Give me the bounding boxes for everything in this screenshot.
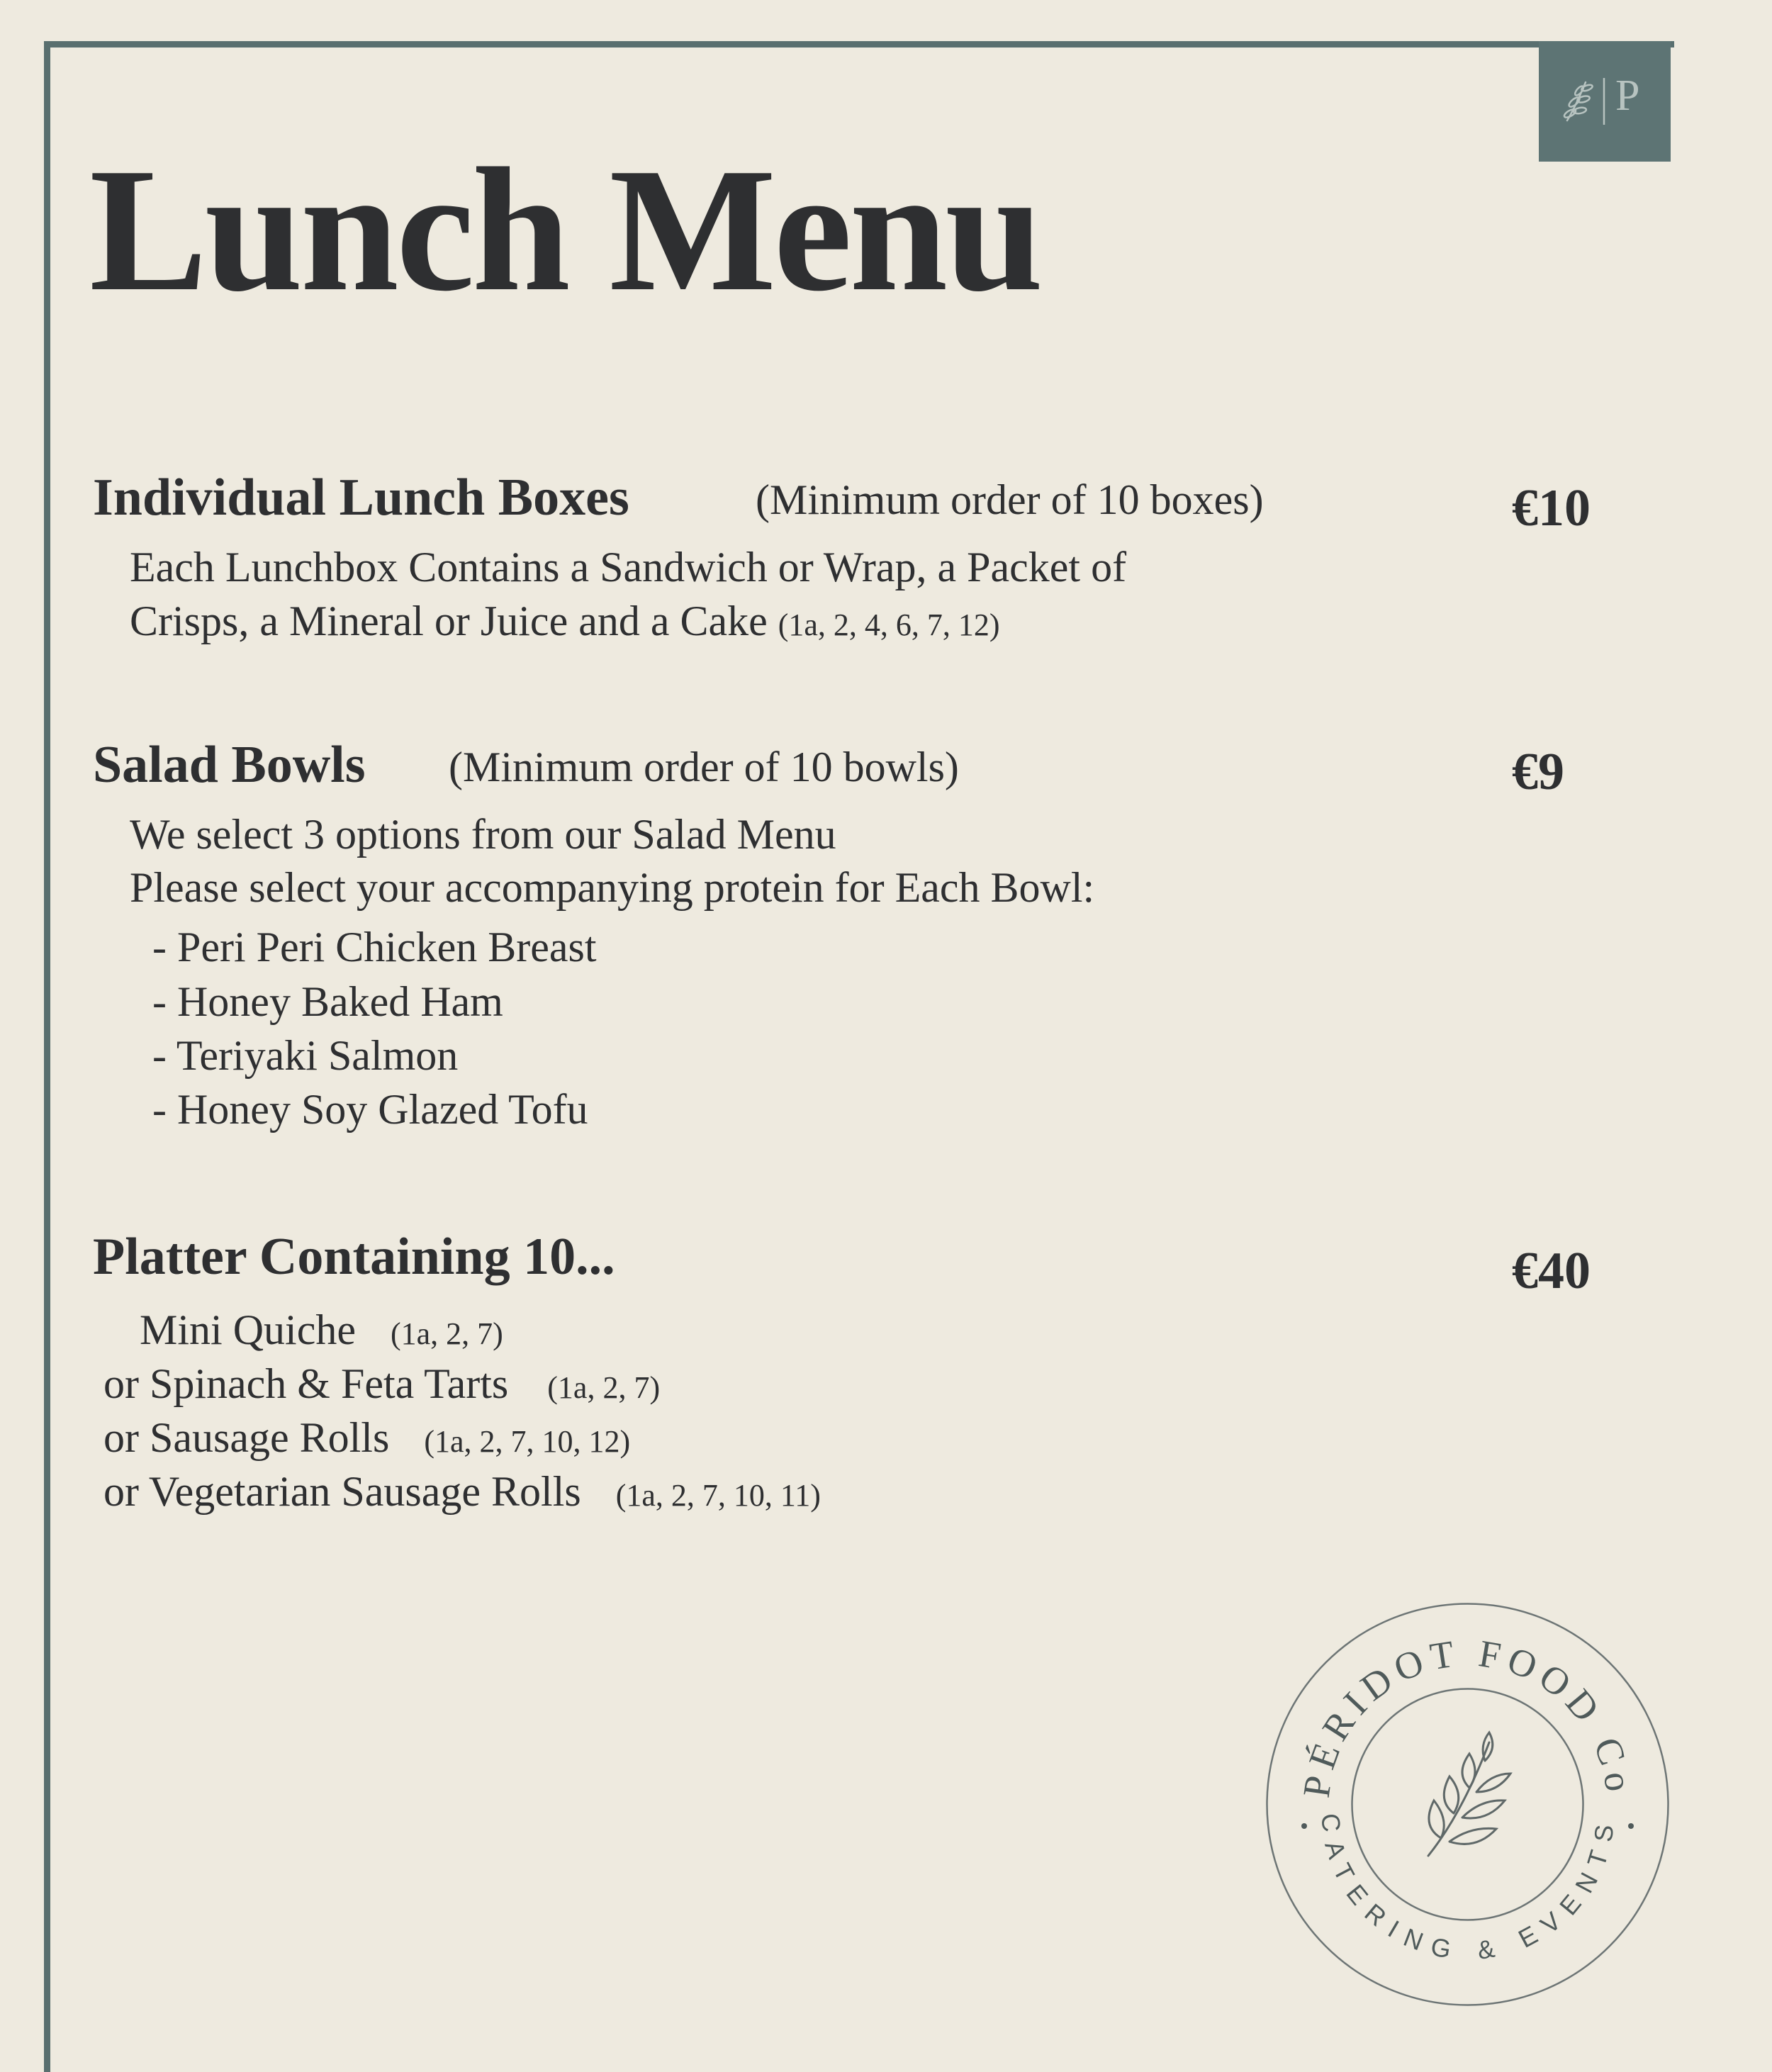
description-line: Crisps, a Mineral or Juice and a Cake (1a, 2, 4, 6, 7, 12) xyxy=(130,598,1000,644)
description-line: Each Lunchbox Contains a Sandwich or Wrap, a Packet of xyxy=(130,544,1127,590)
allergen-codes: (1a, 2, 7, 10, 11) xyxy=(615,1478,821,1513)
seal-dot xyxy=(1301,1823,1307,1829)
price: €10 xyxy=(1512,479,1591,537)
platter-item: Mini Quiche (1a, 2, 7) xyxy=(140,1306,503,1353)
platter-item: or Vegetarian Sausage Rolls (1a, 2, 7, 10, 11) xyxy=(103,1468,821,1515)
price: €40 xyxy=(1512,1242,1591,1300)
page-title: Lunch Menu xyxy=(89,132,1041,328)
description-line: Please select your accompanying protein for Each Bowl: xyxy=(130,864,1095,911)
allergen-codes: (1a, 2, 4, 6, 7, 12) xyxy=(778,607,1000,642)
protein-option: - Peri Peri Chicken Breast xyxy=(152,924,597,970)
seal-leaf-icon xyxy=(1428,1732,1510,1856)
logo-letter: P xyxy=(1615,72,1640,120)
platter-item: or Spinach & Feta Tarts (1a, 2, 7) xyxy=(103,1360,661,1407)
price: €9 xyxy=(1512,743,1564,801)
seal-inner-ring xyxy=(1352,1689,1583,1920)
seal-dot xyxy=(1628,1823,1634,1829)
protein-option: - Honey Baked Ham xyxy=(152,978,503,1025)
description-line: We select 3 options from our Salad Menu xyxy=(130,811,836,858)
section-heading: Platter Containing 10... xyxy=(93,1228,615,1286)
minimum-order: (Minimum order of 10 boxes) xyxy=(756,476,1264,523)
platter-item: or Sausage Rolls (1a, 2, 7, 10, 12) xyxy=(103,1414,631,1461)
protein-option: - Teriyaki Salmon xyxy=(152,1032,459,1079)
minimum-order: (Minimum order of 10 bowls) xyxy=(449,744,959,790)
protein-option: - Honey Soy Glazed Tofu xyxy=(152,1086,588,1133)
seal-top-text: PÉRIDOT FOOD Co xyxy=(1294,1631,1642,1801)
section-heading: Individual Lunch Boxes xyxy=(93,469,629,527)
allergen-codes: (1a, 2, 7) xyxy=(547,1370,661,1405)
allergen-codes: (1a, 2, 7) xyxy=(390,1316,503,1351)
brand-seal xyxy=(1264,1601,1671,2008)
brand-logo xyxy=(1539,41,1671,162)
leaf-icon xyxy=(1539,41,1671,162)
allergen-codes: (1a, 2, 7, 10, 12) xyxy=(424,1424,631,1459)
seal-bottom-text: CATERING & EVENTS xyxy=(1315,1812,1620,1966)
section-heading: Salad Bowls xyxy=(93,736,366,794)
